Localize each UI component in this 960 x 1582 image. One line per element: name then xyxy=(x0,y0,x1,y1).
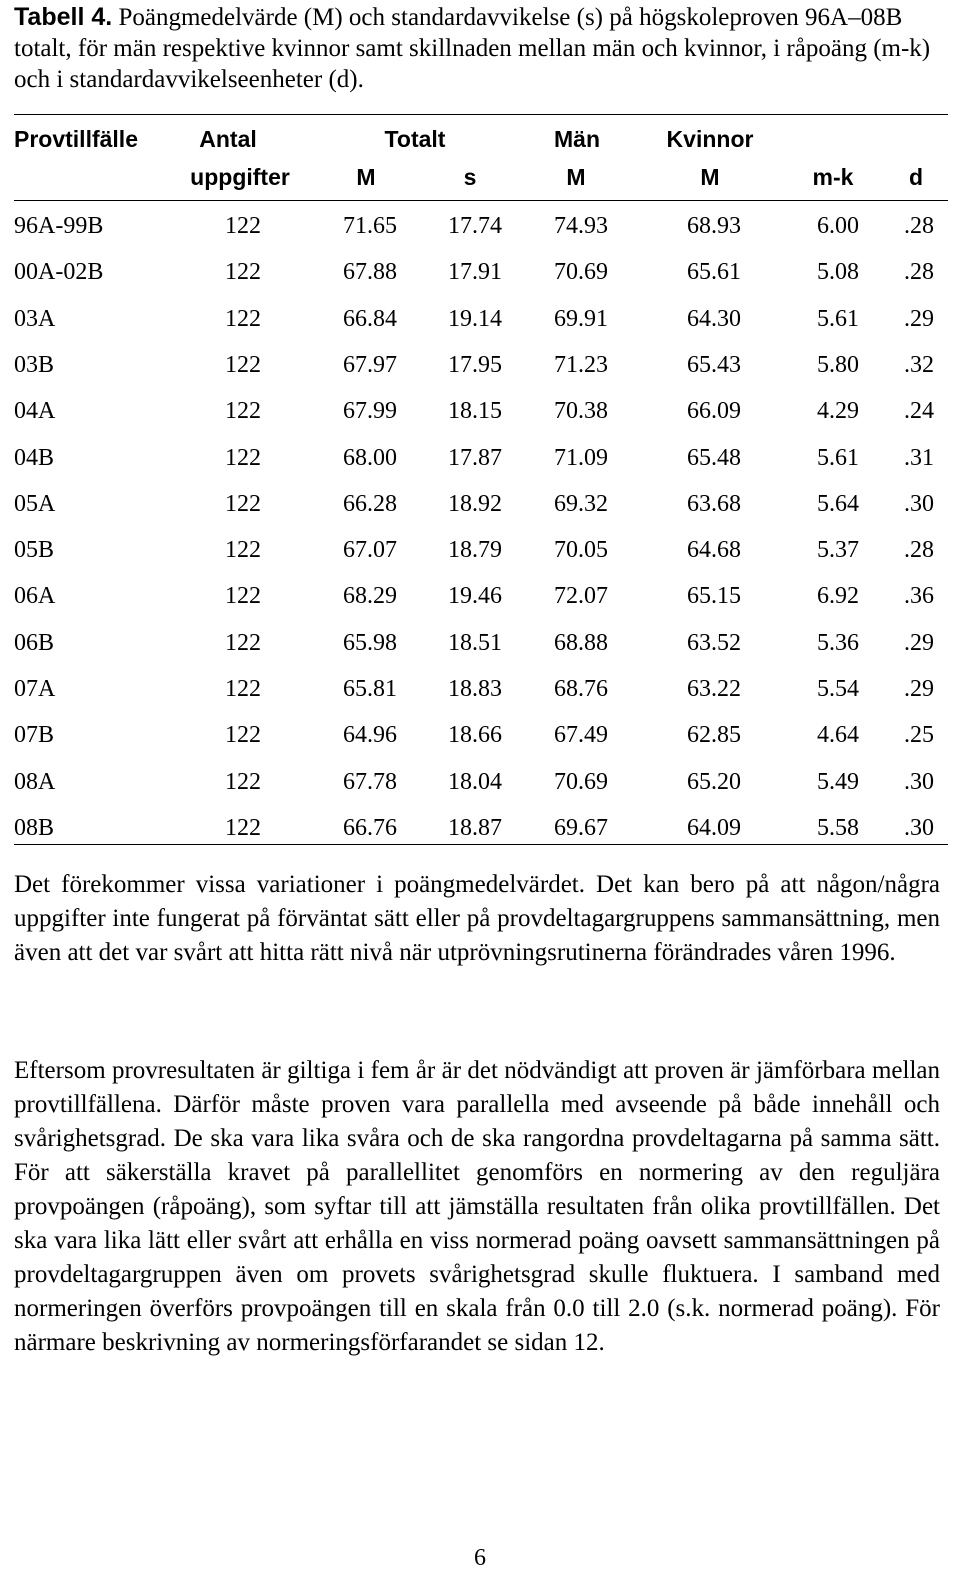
header-totalt-m: M xyxy=(356,164,376,190)
cell-antal: 122 xyxy=(225,213,261,239)
caption-text: Poängmedelvärde (M) och standardavvikelse (s) på högskoleproven 96A–08B totalt, för män respektive kvinnor samt skillnaden mellan män och kvinnor, i råpoäng (m-k) och i standardavvikelseenheter (d). xyxy=(14,4,931,93)
cell-m-k: 5.36 xyxy=(817,629,859,656)
header-kvinnor: Kvinnor xyxy=(666,126,754,152)
cell-m-k: 5.61 xyxy=(817,305,859,332)
cell-provtillfalle: 04A xyxy=(14,398,56,425)
cell-provtillfalle: 07A xyxy=(14,676,56,702)
cell-antal: 122 xyxy=(225,490,261,517)
cell-man-m: 71.09 xyxy=(554,444,608,471)
header-antal: Antal xyxy=(199,126,257,152)
cell-d: .25 xyxy=(904,722,934,749)
cell-antal: 122 xyxy=(225,444,261,471)
cell-d: .28 xyxy=(904,213,934,239)
cell-provtillfalle: 05B xyxy=(14,537,55,564)
cell-d: .36 xyxy=(904,583,934,610)
header-totalt: Totalt xyxy=(384,126,446,152)
cell-d: .30 xyxy=(904,814,934,841)
table-top-rule xyxy=(14,114,948,115)
cell-man-m: 70.69 xyxy=(554,259,608,286)
cell-kvinnor-m: 65.43 xyxy=(687,351,741,378)
cell-man-m: 72.07 xyxy=(554,583,608,610)
cell-totalt-s: 18.83 xyxy=(448,676,502,702)
cell-antal: 122 xyxy=(225,629,261,656)
cell-totalt-m: 68.00 xyxy=(343,444,397,471)
cell-man-m: 74.93 xyxy=(554,213,608,239)
cell-m-k: 5.49 xyxy=(817,768,859,795)
cell-m-k: 4.29 xyxy=(817,398,859,425)
cell-totalt-s: 19.14 xyxy=(448,305,502,332)
cell-m-k: 5.61 xyxy=(817,444,859,471)
cell-totalt-m: 67.99 xyxy=(343,398,397,425)
cell-m-k: 5.58 xyxy=(817,814,859,841)
cell-d: .28 xyxy=(904,537,934,564)
cell-kvinnor-m: 63.22 xyxy=(687,676,741,702)
cell-kvinnor-m: 63.68 xyxy=(687,490,741,517)
cell-provtillfalle: 00A-02B xyxy=(14,259,104,286)
cell-totalt-s: 17.87 xyxy=(448,444,502,471)
cell-antal: 122 xyxy=(225,351,261,378)
cell-man-m: 69.91 xyxy=(554,305,608,332)
cell-provtillfalle: 08B xyxy=(14,814,55,841)
cell-provtillfalle: 08A xyxy=(14,768,56,795)
paragraph-normering: Eftersom provresultaten är giltiga i fem år är det nödvändigt att proven är jämförbara mellan provtillfällena. Därför måste proven vara parallella med avseende på både innehåll och svårighetsgrad. De ska vara lika svåra och de ska rangordna provdeltagarna på samma sätt. För att säkerställa kravet på parallellitet genomförs en normering av den reguljära provpoängen (råpoäng), som syftar till att jämställa resultaten från olika provtillfällen. Det ska vara lika lätt eller svårt att erhålla en viss normerad poäng oavsett sammansättningen på provdeltagargruppen även om provets svårighetsgrad skulle fluktuera. I samband med normeringen överförs provpoängen till en skala från 0.0 till 2.0 (s.k. normerad poäng). För närmare beskrivning av normeringsförfarandet se sidan 12. xyxy=(14,1057,940,1356)
cell-d: .30 xyxy=(904,768,934,795)
cell-man-m: 67.49 xyxy=(554,722,608,749)
cell-totalt-s: 19.46 xyxy=(448,583,502,610)
cell-man-m: 70.38 xyxy=(554,398,608,425)
cell-kvinnor-m: 63.52 xyxy=(687,629,741,656)
cell-antal: 122 xyxy=(225,676,261,702)
cell-d: .24 xyxy=(904,398,934,425)
cell-totalt-m: 67.78 xyxy=(343,768,397,795)
cell-antal: 122 xyxy=(225,583,261,610)
cell-d: .30 xyxy=(904,490,934,517)
header-kvinnor-m: M xyxy=(700,164,720,190)
cell-totalt-s: 18.79 xyxy=(448,537,502,564)
cell-antal: 122 xyxy=(225,722,261,749)
table-bottom-rule xyxy=(14,844,948,845)
cell-antal: 122 xyxy=(225,814,261,841)
cell-provtillfalle: 06A xyxy=(14,583,56,610)
cell-totalt-s: 18.51 xyxy=(448,629,502,656)
cell-totalt-m: 66.76 xyxy=(343,814,397,841)
cell-man-m: 71.23 xyxy=(554,351,608,378)
header-man-m: M xyxy=(566,164,586,190)
cell-d: .29 xyxy=(904,629,934,656)
cell-man-m: 68.88 xyxy=(554,629,608,656)
cell-man-m: 70.05 xyxy=(554,537,608,564)
cell-antal: 122 xyxy=(225,305,261,332)
cell-kvinnor-m: 65.20 xyxy=(687,768,741,795)
cell-totalt-m: 67.97 xyxy=(343,351,397,378)
caption-label: Tabell 4. xyxy=(14,3,113,31)
cell-totalt-s: 18.04 xyxy=(448,768,502,795)
cell-m-k: 5.08 xyxy=(817,259,859,286)
cell-totalt-s: 18.92 xyxy=(448,490,502,517)
cell-provtillfalle: 05A xyxy=(14,490,56,517)
cell-kvinnor-m: 66.09 xyxy=(687,398,741,425)
cell-d: .31 xyxy=(904,444,934,471)
cell-totalt-m: 66.84 xyxy=(343,305,397,332)
cell-totalt-s: 17.91 xyxy=(448,259,502,286)
cell-provtillfalle: 03A xyxy=(14,305,56,332)
cell-man-m: 70.69 xyxy=(554,768,608,795)
cell-m-k: 6.92 xyxy=(817,583,859,610)
cell-antal: 122 xyxy=(225,537,261,564)
cell-totalt-m: 65.81 xyxy=(343,676,397,702)
cell-kvinnor-m: 64.09 xyxy=(687,814,741,841)
page-number: 6 xyxy=(474,1545,486,1571)
cell-kvinnor-m: 65.61 xyxy=(687,259,741,286)
cell-totalt-m: 67.07 xyxy=(343,537,397,564)
cell-provtillfalle: 03B xyxy=(14,351,55,378)
cell-provtillfalle: 04B xyxy=(14,444,55,471)
cell-antal: 122 xyxy=(225,398,261,425)
cell-d: .29 xyxy=(904,676,934,702)
cell-m-k: 5.64 xyxy=(817,490,859,517)
cell-d: .29 xyxy=(904,305,934,332)
cell-man-m: 69.67 xyxy=(554,814,608,841)
cell-totalt-m: 68.29 xyxy=(343,583,397,610)
cell-kvinnor-m: 64.30 xyxy=(687,305,741,332)
cell-totalt-m: 67.88 xyxy=(343,259,397,286)
cell-antal: 122 xyxy=(225,768,261,795)
cell-totalt-m: 64.96 xyxy=(343,722,397,749)
cell-antal: 122 xyxy=(225,259,261,286)
cell-m-k: 4.64 xyxy=(817,722,859,749)
header-man: Män xyxy=(554,126,600,152)
cell-totalt-m: 71.65 xyxy=(343,213,397,239)
cell-totalt-m: 66.28 xyxy=(343,490,397,517)
cell-totalt-s: 17.95 xyxy=(448,351,502,378)
cell-m-k: 5.54 xyxy=(817,676,859,702)
cell-m-k: 5.80 xyxy=(817,351,859,378)
cell-kvinnor-m: 65.15 xyxy=(687,583,741,610)
cell-d: .28 xyxy=(904,259,934,286)
header-d: d xyxy=(908,164,924,190)
header-uppgifter: uppgifter xyxy=(190,164,290,190)
header-totalt-s: s xyxy=(463,164,477,190)
cell-man-m: 68.76 xyxy=(554,676,608,702)
cell-totalt-s: 17.74 xyxy=(448,213,502,239)
header-provtillfalle: Provtillfälle xyxy=(14,126,138,152)
cell-totalt-s: 18.66 xyxy=(448,722,502,749)
table-header-rule xyxy=(14,200,948,201)
cell-d: .32 xyxy=(904,351,934,378)
cell-kvinnor-m: 64.68 xyxy=(687,537,741,564)
cell-totalt-s: 18.87 xyxy=(448,814,502,841)
cell-provtillfalle: 06B xyxy=(14,629,55,656)
cell-man-m: 69.32 xyxy=(554,490,608,517)
cell-kvinnor-m: 68.93 xyxy=(687,213,741,239)
cell-kvinnor-m: 65.48 xyxy=(687,444,741,471)
cell-totalt-s: 18.15 xyxy=(448,398,502,425)
paragraph-variations: Det förekommer vissa variationer i poängmedelvärdet. Det kan bero på att någon/några uppgifter inte fungerat på förväntat sätt eller på provdeltagargruppens sammansättning, men även att det var svårt att hitta rätt nivå när utprövningsrutinerna förändrades våren 1996. xyxy=(14,871,940,966)
cell-kvinnor-m: 62.85 xyxy=(687,722,741,749)
cell-provtillfalle: 96A-99B xyxy=(14,213,104,239)
cell-totalt-m: 65.98 xyxy=(343,629,397,656)
cell-m-k: 5.37 xyxy=(817,537,859,564)
header-m-k: m-k xyxy=(812,164,854,190)
table-caption xyxy=(14,2,946,95)
cell-provtillfalle: 07B xyxy=(14,722,55,749)
cell-m-k: 6.00 xyxy=(817,213,859,239)
